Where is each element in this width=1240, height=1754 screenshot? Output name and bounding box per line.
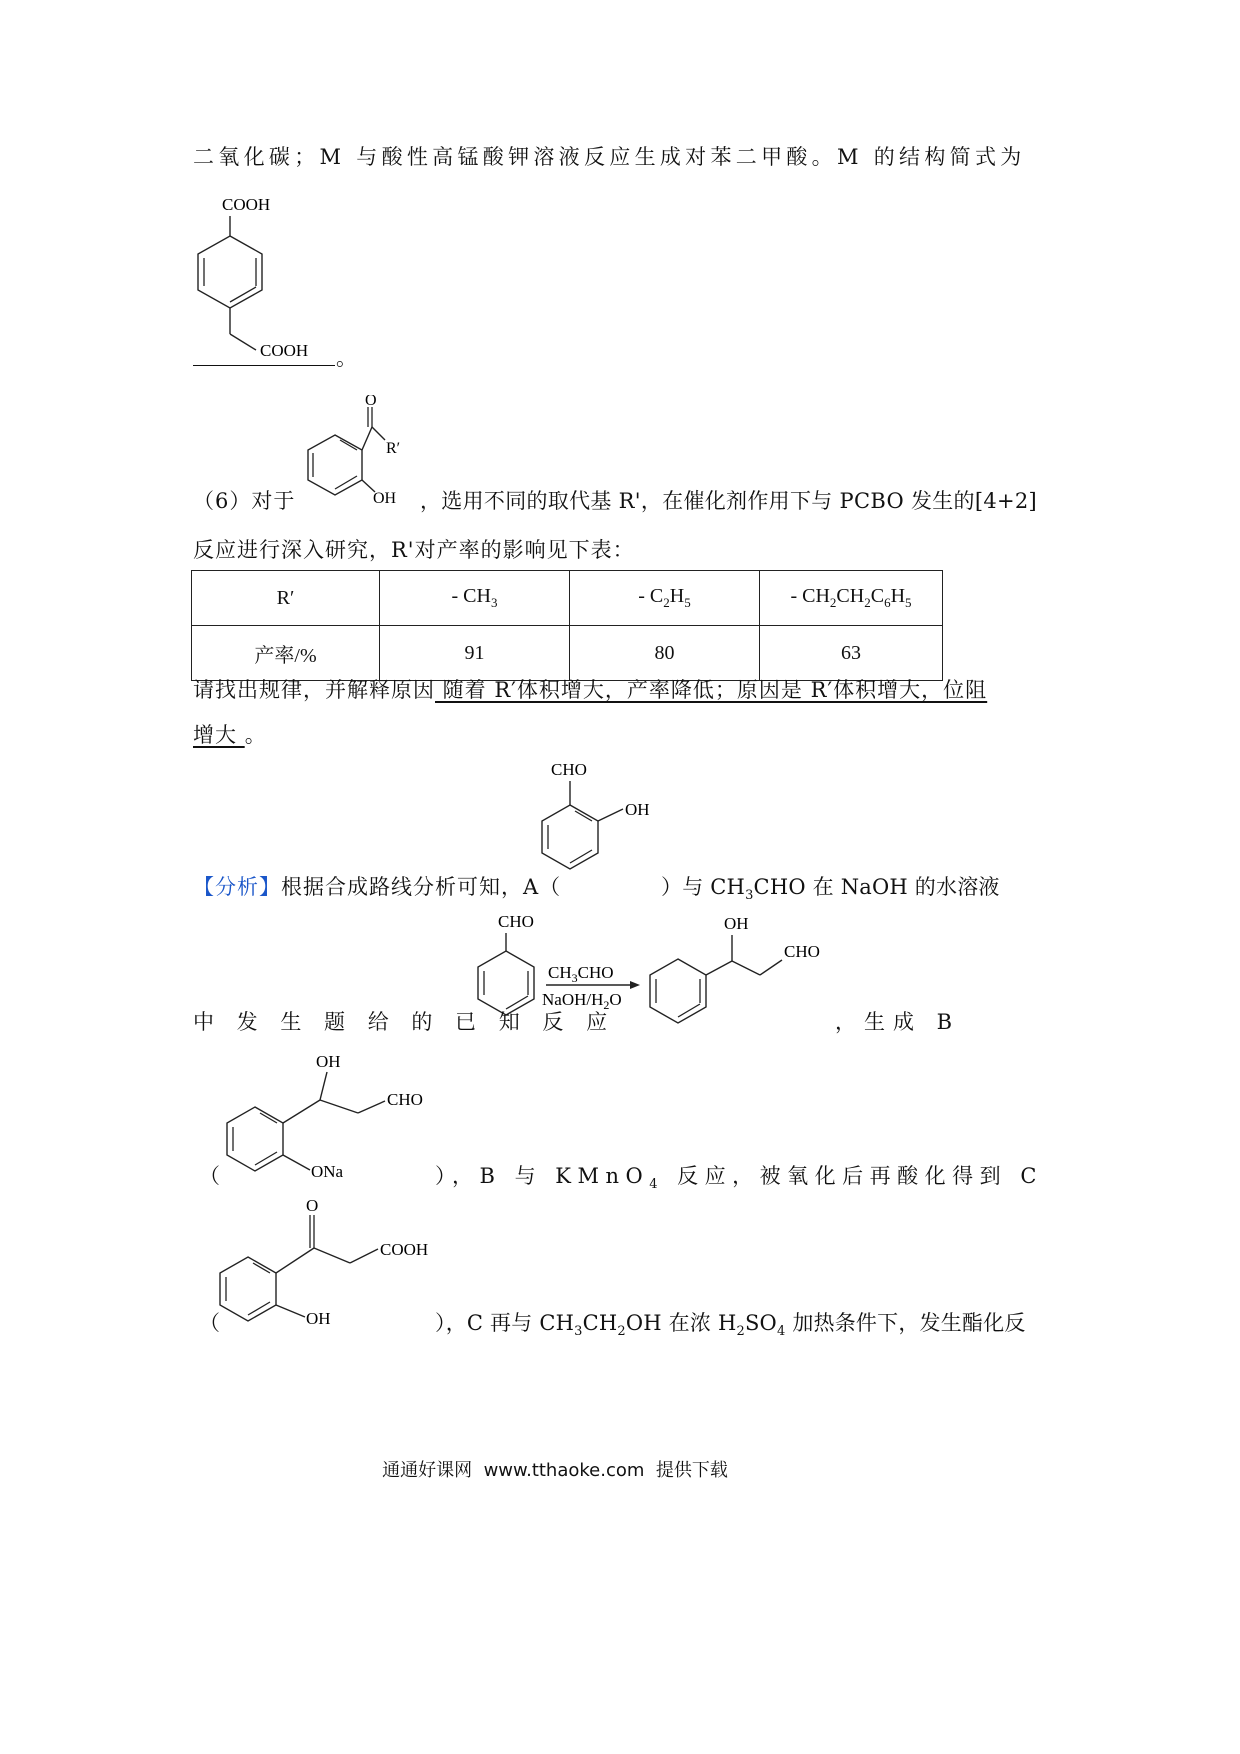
reagent-1: $CH_3CHO$ [548, 963, 614, 985]
table-row [192, 626, 943, 681]
rule-line1 [193, 680, 987, 701]
analysis-line4a: （ [199, 1311, 221, 1335]
q6-r-label: R′ [386, 440, 401, 457]
b-oh-label: OH [316, 1052, 341, 1071]
footer: 通通好课网 www.tthaoke.com 提供下载 [382, 1460, 728, 1481]
table-cell: - $CH_2CH_2C_6H_5$ [760, 571, 943, 626]
analysis-line3b: ），B 与 KMnO$_4$ 反应，被氧化后再酸化得到 C [435, 1164, 1043, 1193]
m-structure [190, 188, 350, 373]
a-oh-label: OH [625, 800, 650, 819]
struct-a [518, 755, 668, 895]
analysis-line4b: ），C 再与 $CH_3CH_2OH$ 在浓 $H_2SO_4$ 加热条件下，发生酯化反 [435, 1311, 1026, 1340]
table-cell: - $CH_3$ [380, 571, 570, 626]
analysis-line3a: （ [199, 1164, 221, 1188]
analysis-line2b: ，生成 B [835, 1010, 961, 1034]
table-cell: - $C_2H_5$ [570, 571, 760, 626]
analysis-line1b: ）与 $CH_3CHO$ 在 NaOH 的水溶液 [661, 875, 1000, 904]
q6-o-label: O [365, 395, 377, 409]
analysis-line2a: 中 发 生 题 给 的 已 知 反 应 [193, 1010, 616, 1034]
rule-answer-1: 随着 R′体积增大，产率降低；原因是 R′体积增大，位阻 [435, 678, 988, 702]
rule-answer-2: 增大 [193, 723, 245, 747]
yield-table [191, 570, 943, 681]
m-top-label: COOH [222, 195, 271, 214]
struct-b [210, 1045, 450, 1185]
rule-end: 。 [244, 723, 267, 747]
struct-c [210, 1193, 450, 1338]
table-header-yield: 产率/% [192, 626, 380, 681]
text-line-1: 二氧化碳；M 与酸性高锰酸钾溶液反应生成对苯二甲酸。M 的结构简式为 [193, 145, 1026, 169]
c-cooh-label: COOH [380, 1240, 429, 1259]
reactant-cho-label: CHO [498, 912, 534, 931]
reagent-2: NaOH/$H_2O$ [542, 990, 622, 1012]
product-oh-label: OH [724, 914, 749, 933]
c-oh-label: OH [306, 1309, 331, 1328]
a-cho-label: CHO [551, 760, 587, 779]
q6-prefix: （6）对于 [193, 489, 296, 513]
m-bottom-label: COOH [260, 341, 309, 360]
answer-underline [193, 365, 335, 366]
q6-structure [280, 395, 420, 510]
c-o-label: O [306, 1196, 319, 1215]
table-row [192, 571, 943, 626]
product-cho-label: CHO [784, 942, 820, 961]
rule-line2 [193, 725, 267, 746]
q6-line2: 反应进行深入研究，R'对产率的影响见下表： [193, 538, 635, 562]
b-cho-label: CHO [387, 1090, 423, 1109]
rule-prefix: 请找出规律，并解释原因 [193, 678, 435, 702]
q6-oh-label: OH [373, 490, 397, 507]
analysis-line1 [193, 877, 561, 898]
table-header-r: R′ [192, 571, 380, 626]
table-cell: 63 [760, 626, 943, 681]
b-ona-label: ONa [311, 1162, 344, 1181]
answer-period: 。 [336, 346, 358, 370]
q6-suffix: ，选用不同的取代基 R'，在催化剂作用下与 PCBO 发生的[4+2] [420, 489, 1038, 513]
analysis-line1a: 根据合成路线分析可知，A（ [281, 875, 562, 899]
table-cell: 80 [570, 626, 760, 681]
analysis-tag: 【分析】 [193, 875, 281, 899]
table-cell: 91 [380, 626, 570, 681]
